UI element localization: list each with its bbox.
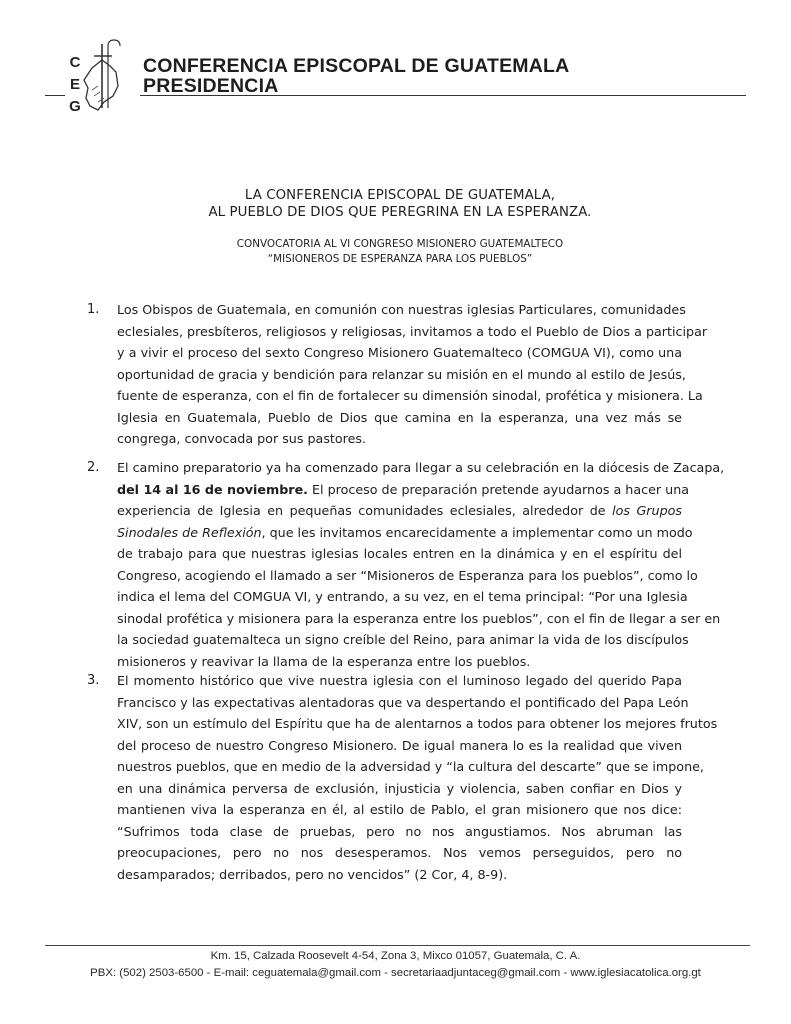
paragraph-line: Congreso, acogiendo el llamado a ser “Misioneros de Esperanza para los pueblos”, como lo	[117, 567, 698, 583]
paragraph-line-rest: El proceso de preparación pretende ayudarnos a hacer una	[308, 481, 690, 497]
footer-contact: PBX: (502) 2503-6500 - E-mail: ceguatemala@gmail.com - secretariaadjuntaceg@gmail.com - www.iglesiacatolica.org.gt	[90, 967, 701, 979]
italic-phrase: los Grupos	[612, 503, 682, 518]
paragraph-line: mantienen viva la esperanza en él, al estilo de Pablo, el gran misionero que nos dice:	[117, 802, 682, 817]
paragraph-line: del proceso de nuestro Congreso Misionero. De igual manera lo es la realidad que viven	[117, 737, 682, 753]
paragraph-line: eclesiales, presbíteros, religiosos y religiosas, invitamos a todo el Pueblo de Dios a participar	[117, 323, 708, 339]
logo-letters	[68, 52, 82, 118]
paragraph-1	[87, 299, 708, 450]
logo-letter-c: C	[69, 54, 81, 71]
paragraph-line	[117, 479, 690, 501]
paragraph-line: fuente de esperanza, con el fin de fortalecer su dimensión sinodal, profética y misionera. La	[117, 388, 703, 403]
sub-title-line-2: “MISIONEROS DE ESPERANZA PARA LOS PUEBLOS”	[267, 253, 533, 265]
footer-rule	[45, 945, 750, 946]
paragraph-line: Iglesia en Guatemala, Pueblo de Dios que camina en la esperanza, una vez más se	[117, 409, 682, 425]
logo-letter-e: E	[69, 76, 80, 93]
paragraph-number: 3.	[87, 673, 100, 688]
sub-title-line-1: CONVOCATORIA AL VI CONGRESO MISIONERO GUATEMALTECO	[236, 238, 564, 250]
event-dates: del 14 al 16 de noviembre.	[117, 481, 308, 497]
paragraph-line: sinodal profética y misionera para la esperanza entre los pueblos”, con el fin de llegar a ser en	[117, 610, 721, 626]
paragraph-line	[117, 522, 693, 544]
paragraph-line: Francisco y las expectativas alentadoras que va despertando el pontificado del Papa León	[117, 694, 689, 710]
paragraph-line-start: experiencia de Iglesia en pequeñas comunidades eclesiales, alrededor de	[117, 503, 613, 518]
paragraph-line: en una dinámica perversa de exclusión, injusticia y violencia, saben confiar en Dios y	[117, 780, 682, 796]
paragraph-line-rest: , que les invitamos encarecidamente a implementar como un modo	[261, 524, 693, 540]
paragraph-line: El momento histórico que vive nuestra iglesia con el luminoso legado del querido Papa	[117, 673, 682, 688]
paragraph-line: El camino preparatorio ya ha comenzado para llegar a su celebración en la diócesis de Zacapa,	[117, 460, 725, 475]
paragraph-line: XIV, son un estímulo del Espíritu que ha de alentarnos a todos para obtener los mejores frutos	[117, 716, 718, 731]
ceg-logo	[58, 38, 130, 120]
main-title-line-1: LA CONFERENCIA EPISCOPAL DE GUATEMALA,	[244, 188, 556, 203]
main-title-line-2: AL PUEBLO DE DIOS QUE PEREGRINA EN LA ESPERANZA.	[208, 205, 592, 220]
paragraph-line: congrega, convocada por sus pastores.	[117, 431, 367, 446]
footer-address: Km. 15, Calzada Roosevelt 4-54, Zona 3, Mixco 01057, Guatemala, C. A.	[210, 950, 581, 962]
paragraph-line: de trabajo para que nuestras iglesias locales entren en la dinámica y en el espíritu del	[117, 546, 682, 561]
italic-phrase: Sinodales de Reflexión	[117, 524, 262, 540]
paragraph-line: y a vivir el proceso del sexto Congreso Misionero Guatemalteco (COMGUA VI), como una	[117, 345, 682, 360]
paragraph-number: 1.	[87, 302, 100, 317]
paragraph-line: nuestros pueblos, que en medio de la adversidad y “la cultura del descarte” que se impone,	[117, 759, 704, 774]
organization-subtitle: PRESIDENCIA	[143, 75, 279, 97]
header-rule	[140, 95, 746, 96]
paragraph-line: misioneros y reavivar la llama de la esperanza entre los pueblos.	[117, 653, 531, 669]
paragraph-line: Los Obispos de Guatemala, en comunión con nuestras iglesias Particulares, comunidades	[117, 302, 686, 317]
paragraph-number: 2.	[87, 460, 100, 475]
paragraph-line: desamparados; derribados, pero no vencidos” (2 Cor, 4, 8-9).	[117, 866, 508, 882]
paragraph-line: preocupaciones, pero no nos desesperamos. Nos vemos perseguidos, pero no	[117, 845, 682, 860]
paragraph-line: oportunidad de gracia y bendición para relanzar su misión en el mundo al estilo de Jesús,	[117, 366, 686, 382]
paragraph-line	[117, 500, 682, 522]
paragraph-2	[87, 457, 725, 672]
paragraph-3	[87, 670, 718, 885]
paragraph-line: indica el lema del COMGUA VI, y entrando, a su vez, en el tema principal: “Por una Iglesia	[117, 589, 688, 604]
logo-letter-g: G	[69, 98, 81, 115]
paragraph-line: la sociedad guatemalteca un signo creíble del Reino, para animar la vida de los discípulos	[117, 632, 689, 647]
header-rule-left	[45, 95, 65, 96]
paragraph-line: “Sufrimos toda clase de pruebas, pero no nos angustiamos. Nos abruman las	[117, 823, 682, 839]
organization-name: CONFERENCIA EPISCOPAL DE GUATEMALA	[143, 55, 570, 77]
